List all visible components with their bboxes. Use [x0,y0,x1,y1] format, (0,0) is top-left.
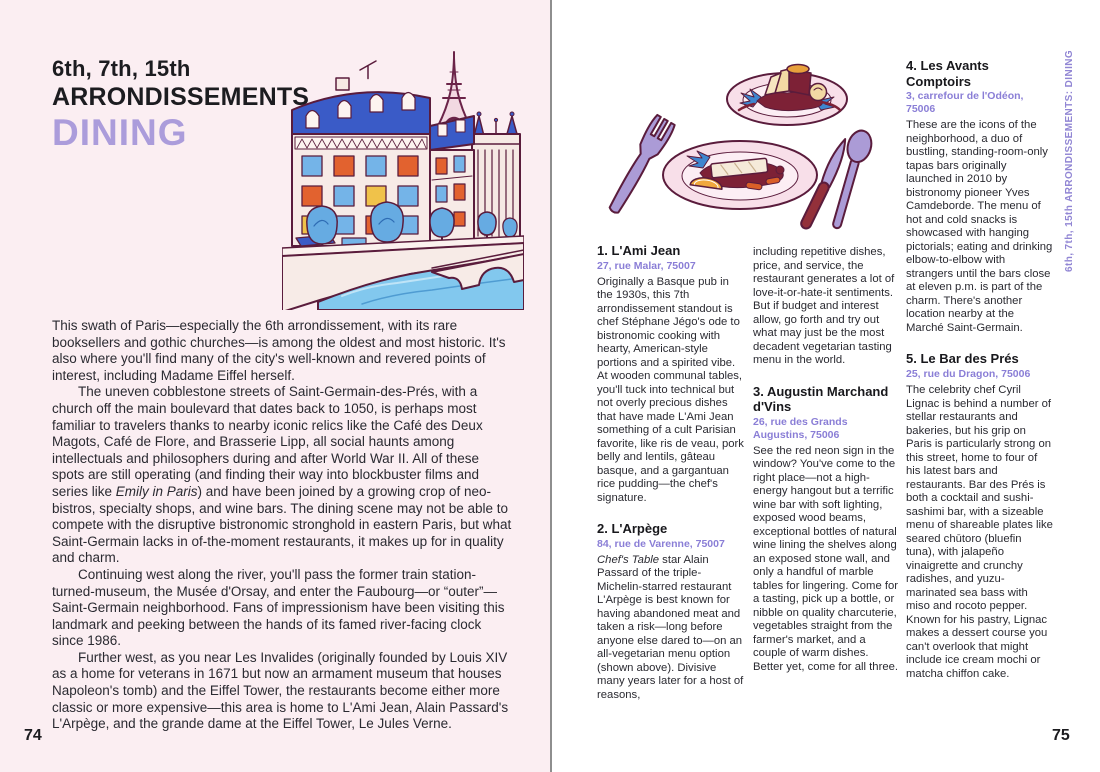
intro-paragraph-1: This swath of Paris—especially the 6th arrondissement, with its rare booksellers and gothic churches—is among the oldest and most historic. It's also where you'll find many of the city's well-known and revered points of interest, including Madame Eiffel herself. [52,318,506,383]
entry-body-avants-comptoirs: These are the icons of the neighborhood, a duo of bustling, standing-room-only tapas bars originally launched in 2010 by bistronomy pioneer Yves Camdeborde. The menu of hot and cold snacks is showcased with hanging pictorials; eating and drinking elbow-to-elbow with strangers until the bars close at eleven p.m. is part of the charm. There's another location nearby at the Marché Saint-Germain. [906,119,1053,334]
plated-dishes-illustration [590,42,900,242]
entry-address-larpege: 84, rue de Varenne, 75007 [597,537,725,550]
page-number-right: 75 [1052,727,1070,744]
page-number-left: 74 [24,727,42,744]
intro-text [52,318,514,733]
title-dining: DINING [52,111,188,153]
italic-series-title: Emily in Paris [115,483,198,499]
eiffel-tower-icon [438,52,470,126]
italic-show-title: Chef's Table [597,553,660,566]
title-arrondissement-numbers: 6th, 7th, 15th [52,56,191,81]
entry-title-lami-jean: 1. L'Ami Jean [597,243,681,258]
entry-address-augustin: 26, rue des Grands Augustins, 75006 [753,415,848,441]
entry-body-lami-jean: Originally a Basque pub in the 1930s, this 7th arrondissement standout is chef Stéphane Jégo's ode to bistronomic cooking with hearty, American-style portions and a spirited vibe. At wooden communal tables, you'll tuck into technical but not overly precious dishes that have made L'Ami Jean something of a cult Parisian favorite, like ris de veau, pork belly and lentils, gâteau basque, and a gargantuan rice pudding—the chef's signature. [597,275,744,504]
entry-title-augustin: 3. Augustin Marchand d'Vins [753,383,889,415]
sidebar-tab-vertical: 6th, 7th, 15th ARRONDISSEMENTS: DINING [1064,49,1075,272]
paragraph-text: The uneven cobblestone streets of Saint-Germain-des-Prés, with a church off the main boulevard that dates back to 1050, is perhaps most familiar to travelers thanks to nearby iconic relics like the Café des Deux Magots, Café de Flore, and Brasserie Lipp, all social haunts among intellectuals and philosophers during and after World War II. All of these spots are still operating (and finding their way into blockbuster films and series like [52,384,483,499]
title-arrondissements-word: ARRONDISSEMENTS [52,82,310,111]
paragraph-text: star Alain Passard of the triple-Michelin-starred restaurant L'Arpège is best known for having abandoned meat and taken a risk—long before anyone else dared to—on an all-vegetarian menu option (shown above). Divisive many years later for a host of reasons, [597,553,744,701]
entry-address-bar-des-pres: 25, rue du Dragon, 75006 [906,368,1031,381]
intro-paragraph-4: Further west, as you near Les Invalides (originally founded by Louis XIV as a home for veterans in 1671 but now an armament museum that houses Napoleon's tomb) and the Eiffel Tower, the restaurants become either more classic or more expensive—this area is home to L'Ami Jean, Alain Passard's L'Arpège, and the grande dame at the Eiffel Tower, Le Jules Verne. [52,649,509,732]
paragraph-text: ) and have been joined by a growing crop of neo-bistros, specialty shops, and wine bars. The dining scene may not be able to compete with the disruptive bistronomic stronghold in eastern Paris, but what Saint-Germain lacks in of-the-moment restaurants, it makes up for in quality and charm. [52,483,512,566]
intro-paragraph-2 [52,384,514,567]
main-course-plate [663,141,817,209]
intro-paragraph-3: Continuing west along the river, you'll pass the former train station-turned-museum, the Musée d'Orsay, and enter the Faubourg—or “outer”—Saint-Germain neighborhood. Fans of impressionism have been visiting this landmark and peeking between the hands of its famed river-facing clock since 1986. [52,566,505,649]
entry-body-augustin: See the red neon sign in the window? You've come to the right place—not a high-energy hangout but a terrific wine bar with soft lighting, exposed wood beams, exceptional bottles of natural wine lining the shelves along an exposed stone wall, and only a handful of marble tables for lingering. Come for a tasting, pick up a bottle, or nibble on quality charcuterie, vegetables straight from the farmer's market, and a couple of warm dishes. Better yet, come for all three. [753,444,899,673]
listings-column-3 [906,58,1053,697]
entry-body-larpege-part1 [597,554,744,703]
entry-title-larpege: 2. L'Arpège [597,521,668,537]
seine-river-and-quay [282,236,524,310]
dessert-plate [727,65,847,126]
entry-title-avants-comptoirs: 4. Les Avants Comptoirs [906,58,989,89]
entry-body-larpege-part2: including repetitive dishes, price, and service, the restaurant generates a lot of love-it-or-hate-it sentiments. But if budget and interest allow, go forth and try out what may just be the most decadent vegetarian tasting menu in the world. [753,246,895,366]
listings-column-2 [753,246,900,690]
page-gutter [550,0,552,772]
entry-address-avants-comptoirs: 3, carrefour de l'Odéon, 75006 [906,90,1024,116]
paris-riverfront-illustration [282,40,524,310]
listings-column-1 [597,243,744,718]
section-title [52,58,309,152]
entry-title-bar-des-pres: 5. Le Bar des Prés [906,351,1019,367]
entry-address-lami-jean: 27, rue Malar, 75007 [597,259,696,272]
entry-body-bar-des-pres: The celebrity chef Cyril Lignac is behind a number of stellar restaurants and bakeries, but his grip on Paris is particularly strong on this street, home to four of his latest bars and restaurants. Bar des Prés is both a cocktail and sushi-sashimi bar, with a sizeable menu of shareable plates like seared chūtoro (bluefin tuna), with jalapeño vinaigrette and crunchy radishes, and yuzu-marinated sea bass with miso and rocoto pepper. Known for his pastry, Lignac makes a dessert course you can't overlook that might include ice cream mochi or matcha chiffon cake. [906,384,1053,680]
